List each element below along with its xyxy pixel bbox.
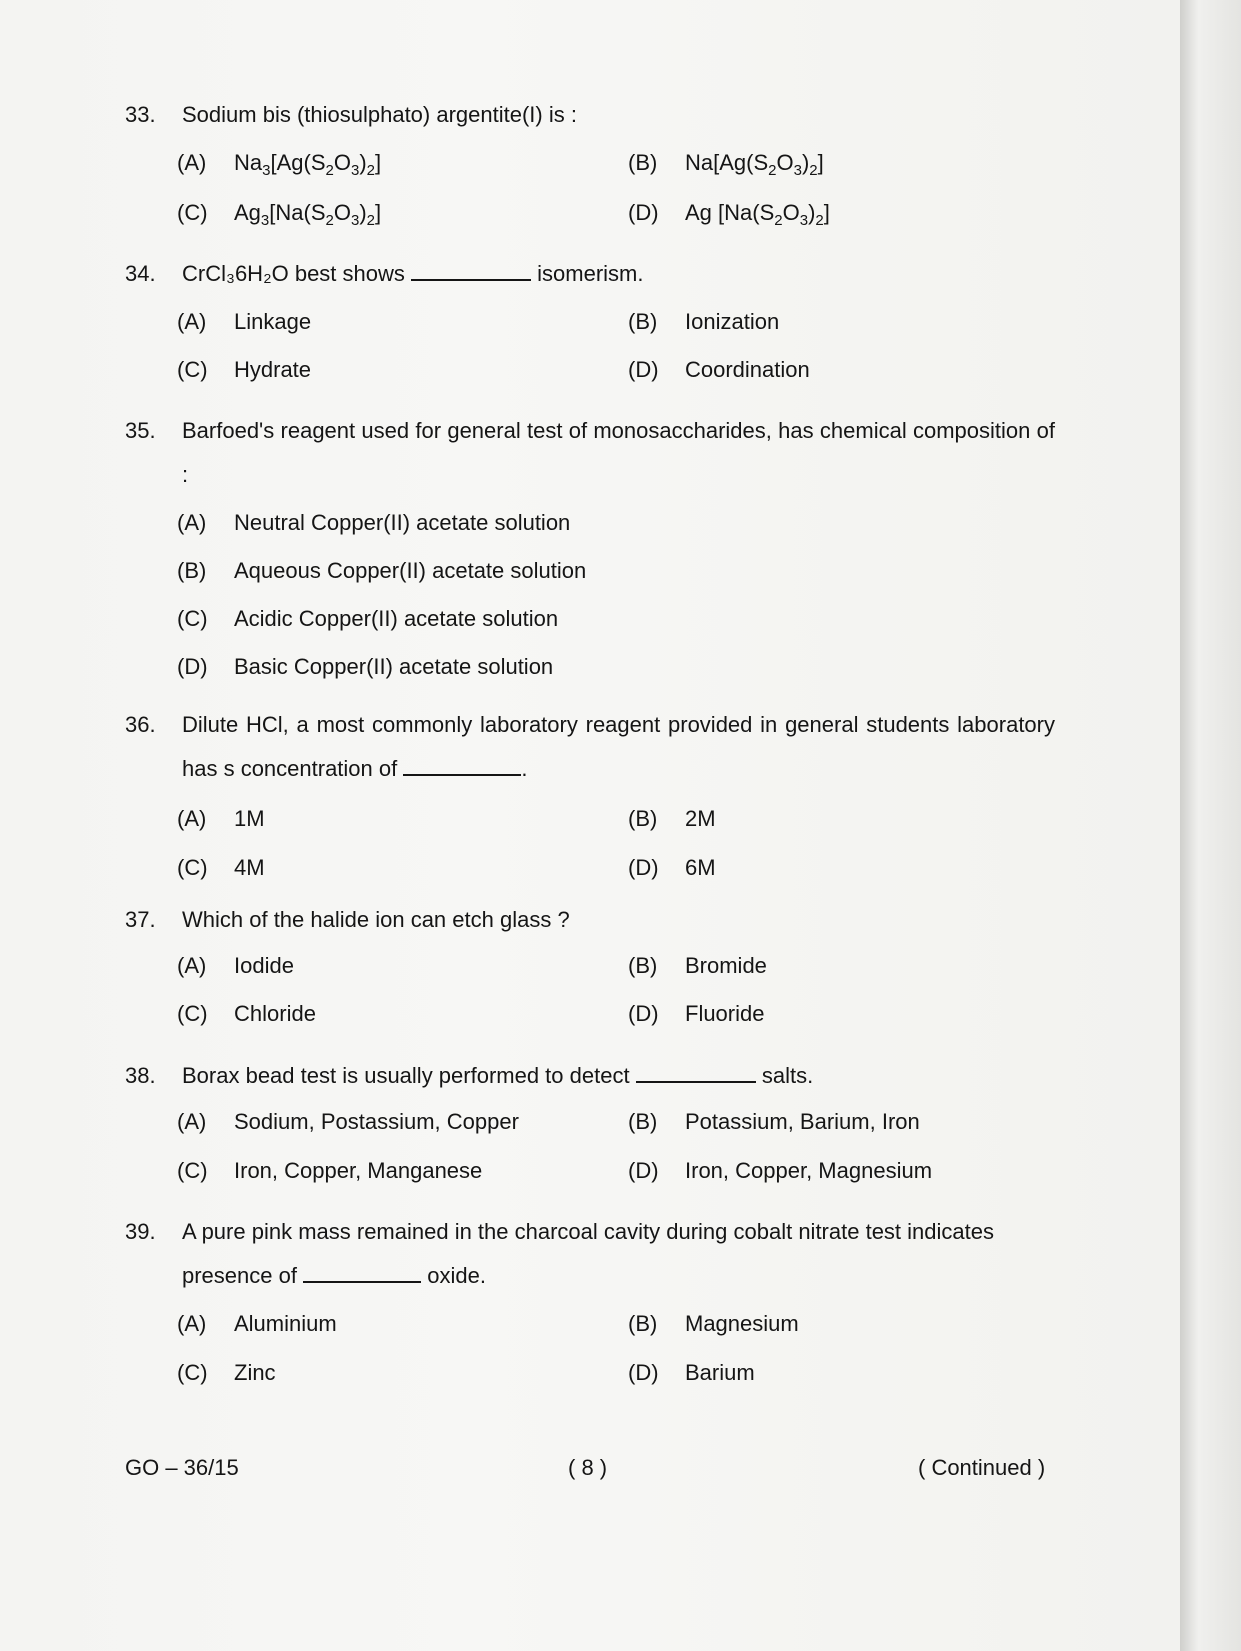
option-label: (B) — [628, 1109, 658, 1134]
option-text: $Na[Ag(S_2O_3)_2]$ — [685, 150, 824, 179]
option-text: Bromide — [685, 953, 767, 978]
option-d — [628, 191, 830, 235]
question-39 — [125, 1210, 1055, 1398]
option-text: Fluoride — [685, 1001, 765, 1026]
question-34 — [125, 252, 1055, 396]
page-number: ( 8 ) — [568, 1455, 608, 1480]
option-text: Basic Copper(II) acetate solution — [234, 654, 554, 679]
option-a — [177, 1302, 337, 1346]
question-text-after: oxide. — [427, 1263, 486, 1288]
option-d — [628, 348, 810, 392]
option-label: (C) — [177, 357, 208, 382]
question-text-before: presence of — [182, 1263, 297, 1288]
option-label: (C) — [177, 1001, 208, 1026]
paper-code: GO – 36/15 — [125, 1455, 239, 1480]
option-d — [628, 992, 764, 1036]
option-label: (C) — [177, 200, 208, 225]
option-text: Ionization — [685, 309, 780, 334]
option-label: (D) — [177, 654, 208, 679]
question-text: Which of the halide ion can etch glass ? — [182, 907, 570, 932]
option-c — [177, 597, 558, 641]
option-label: (A) — [177, 150, 207, 175]
question-text-after: . — [521, 756, 528, 781]
question-37 — [125, 898, 1055, 1042]
question-text-continued — [182, 1254, 1055, 1298]
option-text: Magnesium — [685, 1311, 799, 1336]
option-label: (C) — [177, 1158, 208, 1183]
option-text: $Ag_3[Na(S_2O_3)_2]$ — [234, 200, 382, 229]
question-text-before: Dilute HCl, a most commonly laboratory reagent provided in general students laboratory has s concentration of — [182, 712, 1055, 781]
option-label: (B) — [628, 1311, 658, 1336]
option-label: (D) — [628, 200, 659, 225]
option-b — [628, 141, 824, 185]
option-c — [177, 846, 265, 890]
option-text: Potassium, Barium, Iron — [685, 1109, 920, 1134]
answer-blank — [403, 756, 521, 776]
option-a — [177, 1100, 519, 1144]
option-label: (A) — [177, 309, 207, 334]
question-text — [182, 703, 1055, 791]
option-label: (C) — [177, 606, 208, 631]
question-text-before: Borax bead test is usually performed to detect — [182, 1063, 630, 1088]
question-text-before: CrCl₃6H₂O best shows — [182, 261, 405, 286]
question-text-after: isomerism. — [537, 261, 644, 286]
option-a — [177, 797, 265, 841]
option-text: Aluminium — [234, 1311, 337, 1336]
option-c — [177, 992, 316, 1036]
option-label: (B) — [628, 150, 658, 175]
question-number: 37. — [125, 907, 156, 932]
option-d — [628, 1149, 932, 1193]
option-text: Acidic Copper(II) acetate solution — [234, 606, 559, 631]
answer-blank — [411, 261, 531, 281]
option-text: 4M — [234, 855, 265, 880]
question-text: Barfoed's reagent used for general test of monosaccharides, has chemical composition of : — [182, 418, 1055, 487]
option-c — [177, 348, 311, 392]
option-label: (D) — [628, 1360, 659, 1385]
option-label: (D) — [628, 1001, 659, 1026]
option-a — [177, 944, 294, 988]
question-number: 39. — [125, 1219, 156, 1244]
option-b — [628, 797, 716, 841]
option-label: (D) — [628, 1158, 659, 1183]
question-number: 36. — [125, 712, 156, 737]
question-text — [182, 252, 1055, 296]
question-36 — [125, 703, 1055, 891]
option-label: (A) — [177, 1109, 207, 1134]
option-text: Linkage — [234, 309, 312, 334]
question-38 — [125, 1054, 1055, 1198]
option-label: (B) — [628, 309, 658, 334]
option-text: 2M — [685, 806, 716, 831]
question-number: 38. — [125, 1063, 156, 1088]
option-text: Hydrate — [234, 357, 312, 382]
answer-blank — [303, 1263, 421, 1283]
option-b — [628, 1302, 799, 1346]
option-label: (A) — [177, 806, 207, 831]
option-a — [177, 141, 381, 185]
option-label: (B) — [177, 558, 207, 583]
option-text: Ag $[Na(S_2O_3)_2]$ — [685, 200, 830, 229]
option-label: (C) — [177, 855, 208, 880]
option-label: (A) — [177, 953, 207, 978]
option-text: Sodium, Postassium, Copper — [234, 1109, 519, 1134]
question-number: 34. — [125, 261, 156, 286]
option-label: (C) — [177, 1360, 208, 1385]
question-text-after: salts. — [761, 1063, 814, 1088]
answer-blank — [636, 1063, 756, 1083]
question-text: A pure pink mass remained in the charcoal cavity during cobalt nitrate test indicates — [182, 1219, 994, 1244]
option-text: Iron, Copper, Manganese — [234, 1158, 483, 1183]
option-label: (D) — [628, 855, 659, 880]
option-d — [177, 645, 553, 689]
option-text: 1M — [234, 806, 265, 831]
question-number: 33. — [125, 102, 156, 127]
option-b — [628, 1100, 920, 1144]
option-d — [628, 846, 716, 890]
option-text: Barium — [685, 1360, 755, 1385]
option-d — [628, 1351, 755, 1395]
option-b — [628, 944, 767, 988]
option-c — [177, 191, 381, 235]
question-35 — [125, 409, 1055, 697]
option-c — [177, 1149, 482, 1193]
option-b — [177, 549, 586, 593]
option-text: Iron, Copper, Magnesium — [685, 1158, 933, 1183]
option-b — [628, 300, 779, 344]
option-text: 6M — [685, 855, 716, 880]
question-33 — [125, 93, 1055, 247]
question-number: 35. — [125, 418, 156, 443]
option-a — [177, 501, 570, 545]
option-label: (A) — [177, 510, 207, 535]
option-label: (A) — [177, 1311, 207, 1336]
page-edge-shadow — [1180, 0, 1241, 1651]
option-a — [177, 300, 311, 344]
option-text: Neutral Copper(II) acetate solution — [234, 510, 571, 535]
option-text: Aqueous Copper(II) acetate solution — [234, 558, 587, 583]
option-text: $Na_3[Ag(S_2O_3)_2]$ — [234, 150, 382, 179]
option-c — [177, 1351, 276, 1395]
option-label: (B) — [628, 806, 658, 831]
question-text — [182, 1054, 1055, 1098]
continued-label: ( Continued ) — [918, 1455, 1046, 1480]
option-text: Iodide — [234, 953, 294, 978]
option-text: Coordination — [685, 357, 810, 382]
option-text: Zinc — [234, 1360, 276, 1385]
option-label: (D) — [628, 357, 659, 382]
option-label: (B) — [628, 953, 658, 978]
question-text: Sodium bis (thiosulphato) argentite(I) is : — [182, 102, 577, 127]
option-text: Chloride — [234, 1001, 316, 1026]
